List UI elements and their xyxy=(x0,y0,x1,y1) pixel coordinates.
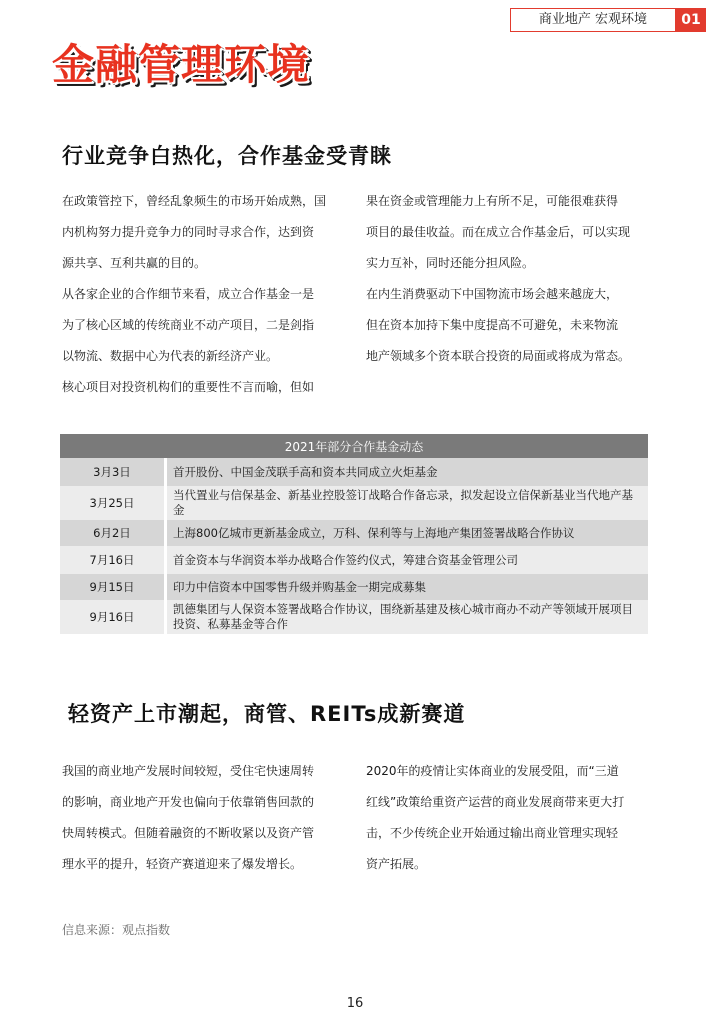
text-line: 果在资金或管理能力上有所不足，可能很难获得 xyxy=(366,194,619,208)
table-row xyxy=(60,574,648,600)
text-line: 项目的最佳收益。而在成立合作基金后，可以实现 xyxy=(366,225,631,239)
text-line: 为了核心区域的传统商业不动产项目，二是剑指 xyxy=(62,318,315,332)
text-line: 内机构努力提升竞争力的同时寻求合作，达到资 xyxy=(62,225,315,239)
table-event: 凯德集团与人保资本签署战略合作协议，围绕新基建及核心城市商办不动产等领域开展项目投资、私募基金等合作 xyxy=(166,600,649,634)
table-event: 首金资本与华润资本举办战略合作签约仪式，筹建合资基金管理公司 xyxy=(166,546,649,574)
table-date: 6月2日 xyxy=(60,520,166,546)
page-number: 16 xyxy=(346,996,364,1011)
table-date: 3月3日 xyxy=(60,458,166,486)
section2-title: 轻资产上市潮起，商管、REITs成新赛道 xyxy=(68,702,466,726)
table-event: 当代置业与信保基金、新基业控股签订战略合作备忘录，拟发起设立信保新基业当代地产基金 xyxy=(166,486,649,520)
text-line: 2020年的疫情让实体商业的发展受阻，而“三道 xyxy=(366,764,619,778)
text-line: 红线”政策给重资产运营的商业发展商带来更大打 xyxy=(366,795,625,809)
page-title: 金融管理环境 xyxy=(52,40,311,89)
table-row xyxy=(60,458,648,486)
text-line: 快周转模式。但随着融资的不断收紧以及资产管 xyxy=(62,826,315,840)
table-row xyxy=(60,520,648,546)
fund-activity-table xyxy=(60,434,648,634)
text-line: 实力互补，同时还能分担风险。 xyxy=(366,256,535,270)
section1-left-column xyxy=(62,186,352,403)
text-line: 在内生消费驱动下中国物流市场会越来越庞大， xyxy=(366,287,619,301)
text-line: 我国的商业地产发展时间较短，受住宅快速周转 xyxy=(62,764,315,778)
text-line: 从各家企业的合作细节来看，成立合作基金一是 xyxy=(62,287,315,301)
text-line: 击，不少传统企业开始通过输出商业管理实现轻 xyxy=(366,826,619,840)
table-row xyxy=(60,486,648,520)
text-line: 在政策管控下，曾经乱象频生的市场开始成熟，国 xyxy=(62,194,327,208)
table-row xyxy=(60,546,648,574)
table-row xyxy=(60,600,648,634)
text-line: 核心项目对投资机构们的重要性不言而喻，但如 xyxy=(62,380,315,394)
table-event: 印力中信资本中国零售升级并购基金一期完成募集 xyxy=(166,574,649,600)
text-line: 源共享、互利共赢的目的。 xyxy=(62,256,207,270)
table-event: 上海800亿城市更新基金成立，万科、保利等与上海地产集团签署战略合作协议 xyxy=(166,520,649,546)
table-event: 首开股份、中国金茂联手高和资本共同成立火炬基金 xyxy=(166,458,649,486)
text-line: 理水平的提升，轻资产赛道迎来了爆发增长。 xyxy=(62,857,303,871)
text-line: 以物流、数据中心为代表的新经济产业。 xyxy=(62,349,279,363)
chapter-number: 01 xyxy=(676,8,706,32)
text-line: 的影响，商业地产开发也偏向于依靠销售回款的 xyxy=(62,795,315,809)
text-line: 地产领域多个资本联合投资的局面或将成为常态。 xyxy=(366,349,631,363)
section1-title: 行业竞争白热化，合作基金受青睐 xyxy=(62,144,392,168)
text-line: 但在资本加持下集中度提高不可避免，未来物流 xyxy=(366,318,619,332)
text-line: 资产拓展。 xyxy=(366,857,427,871)
table-title: 2021年部分合作基金动态 xyxy=(60,434,648,458)
section-tab: 商业地产 宏观环境 xyxy=(510,8,676,32)
table-date: 9月16日 xyxy=(60,600,166,634)
table-date: 3月25日 xyxy=(60,486,166,520)
section2-left-column xyxy=(62,756,352,880)
section2-right-column xyxy=(366,756,656,880)
table-date: 9月15日 xyxy=(60,574,166,600)
section1-right-column xyxy=(366,186,656,372)
table-date: 7月16日 xyxy=(60,546,166,574)
source-note: 信息来源：观点指数 xyxy=(62,923,171,937)
